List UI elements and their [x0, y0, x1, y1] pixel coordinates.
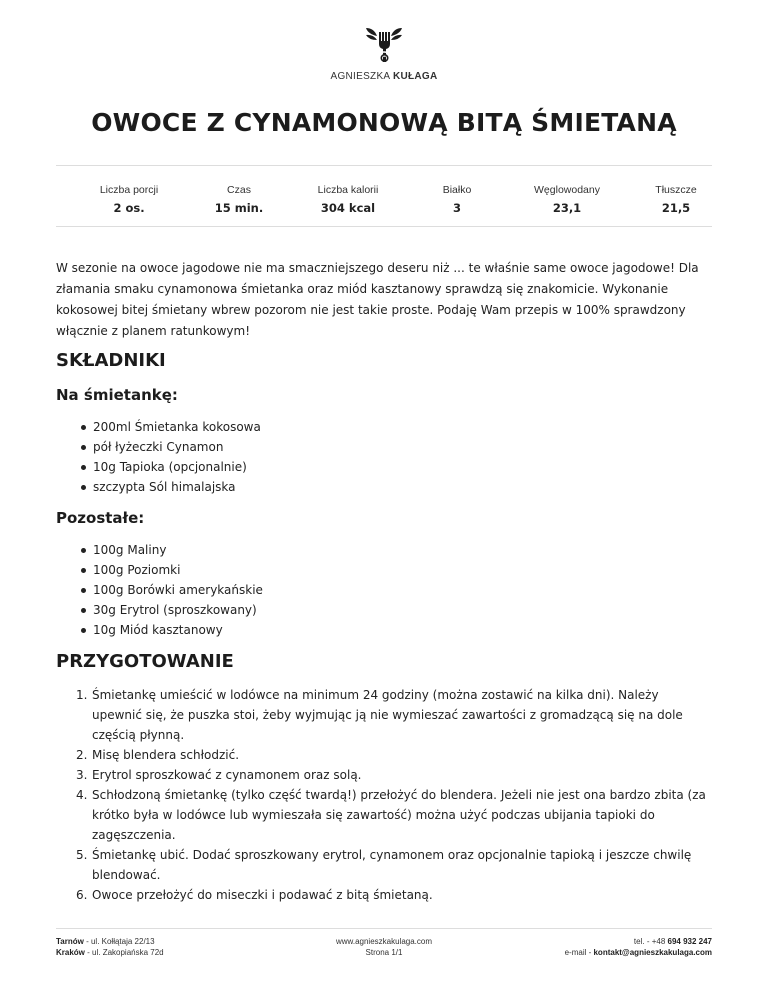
- stat-carbs: [507, 184, 627, 215]
- stat-calories: [288, 184, 408, 215]
- list-item: 100g Borówki amerykańskie: [56, 580, 263, 600]
- footer-contact: [565, 936, 712, 958]
- step-text: Śmietankę umieścić w lodówce na minimum 24 godziny (można zostawić na kilka dni). Należy upewnić się, że puszka stoi, żeby wyjmując ją nie wymieszać zawartości z gromadzącą się na dole częścią płynną.: [92, 688, 683, 742]
- website-link[interactable]: www.agnieszkakulaga.com: [335, 937, 433, 946]
- stat-value: 21,5: [661, 201, 691, 215]
- list-item: [56, 785, 712, 845]
- nutrition-stats: [56, 184, 712, 218]
- list-item: 10g Miód kasztanowy: [56, 620, 263, 640]
- stat-label: Liczba kalorii: [317, 184, 379, 196]
- step-text: Erytrol sproszkować z cynamonem oraz solą.: [92, 768, 362, 782]
- brand-name: [0, 71, 768, 82]
- step-text: Schłodzoną śmietankę (tylko część twardą!) przełożyć do blendera. Jeżeli nie jest ona bardzo zbita (za krótko była w lodówce lub wymieszała się zawartość) można użyć podczas ubijania tapioki do zagęszczenia.: [92, 788, 706, 842]
- step-number: 1.: [76, 688, 88, 702]
- divider: [56, 928, 712, 929]
- preparation-steps: [56, 685, 712, 905]
- step-number: 3.: [76, 768, 88, 782]
- stat-portions: [69, 184, 189, 215]
- list-item: 10g Tapioka (opcjonalnie): [56, 457, 261, 477]
- list-item: 30g Erytrol (sproszkowany): [56, 600, 263, 620]
- brand-last: KUŁAGA: [392, 71, 438, 82]
- list-item: pół łyżeczki Cynamon: [56, 437, 261, 457]
- list-item: [56, 845, 712, 885]
- ingredient-list: [56, 540, 263, 640]
- stat-protein: [397, 184, 517, 215]
- stat-value: 2 os.: [113, 201, 145, 215]
- stat-time: [179, 184, 299, 215]
- stat-fat: [616, 184, 736, 215]
- ingredient-group-title: Na śmietankę:: [56, 386, 178, 404]
- list-item: [56, 765, 712, 785]
- step-number: 2.: [76, 748, 88, 762]
- preparation-heading: PRZYGOTOWANIE: [56, 651, 234, 672]
- list-item: 100g Maliny: [56, 540, 263, 560]
- street: - ul. Zakopiańska 72d: [84, 948, 164, 957]
- city: Tarnów: [56, 937, 84, 946]
- step-number: 6.: [76, 888, 88, 902]
- ingredient-list: [56, 417, 261, 497]
- list-item: [56, 745, 712, 765]
- street: - ul. Kołłątaja 22/13: [83, 937, 155, 946]
- phone-number[interactable]: 694 932 247: [667, 937, 712, 946]
- list-item: szczypta Sól himalajska: [56, 477, 261, 497]
- step-number: 5.: [76, 848, 88, 862]
- brand-first: AGNIESZKA: [330, 71, 390, 82]
- list-item: [56, 685, 712, 745]
- page-number: Strona 1/1: [365, 948, 403, 957]
- list-item: 100g Poziomki: [56, 560, 263, 580]
- email: [565, 947, 712, 958]
- divider: [56, 165, 712, 166]
- phone: [565, 936, 712, 947]
- email-address[interactable]: kontakt@agnieszkakulaga.com: [593, 948, 712, 957]
- ingredient-group-title: Pozostałe:: [56, 509, 145, 527]
- intro-paragraph: W sezonie na owoce jagodowe nie ma smaczniejszego deseru niż ... te właśnie same owoce jagodowe! Dla złamania smaku cynamonowa śmietanka oraz miód kasztanowy sprawdzą się znakomicie. Wykonanie kokosowej bitej śmietany wbrew pozorom nie jest takie proste. Podaję Wam przepis w 100% sprawdzony włącznie z planem ratunkowym!: [56, 261, 699, 338]
- ingredients-heading: SKŁADNIKI: [56, 350, 166, 371]
- email-label: e-mail -: [564, 948, 594, 957]
- stat-label: Czas: [227, 184, 251, 196]
- divider: [56, 226, 712, 227]
- stat-label: Tłuszcze: [655, 184, 697, 196]
- stat-value: 3: [452, 201, 461, 215]
- stat-value: 23,1: [552, 201, 582, 215]
- step-text: Misę blendera schłodzić.: [92, 748, 240, 762]
- stat-label: Białko: [442, 184, 472, 196]
- stat-value: 304 kcal: [320, 201, 376, 215]
- stat-label: Węglowodany: [534, 184, 600, 196]
- city: Kraków: [56, 948, 85, 957]
- stat-value: 15 min.: [214, 201, 264, 215]
- step-number: 4.: [76, 788, 88, 802]
- list-item: [56, 885, 712, 905]
- logo: [0, 26, 768, 66]
- stat-label: Liczba porcji: [99, 184, 159, 196]
- fork-and-herb-logo-icon: [362, 26, 406, 66]
- step-text: Owoce przełożyć do miseczki i podawać z bitą śmietaną.: [92, 888, 433, 902]
- recipe-title: OWOCE Z CYNAMONOWĄ BITĄ ŚMIETANĄ: [91, 108, 677, 137]
- step-text: Śmietankę ubić. Dodać sproszkowany erytrol, cynamonem oraz opcjonalnie tapioką i jeszcze chwilę blendować.: [92, 848, 692, 882]
- list-item: 200ml Śmietanka kokosowa: [56, 417, 261, 437]
- footer: [56, 936, 712, 958]
- phone-label: tel. - +48: [633, 937, 668, 946]
